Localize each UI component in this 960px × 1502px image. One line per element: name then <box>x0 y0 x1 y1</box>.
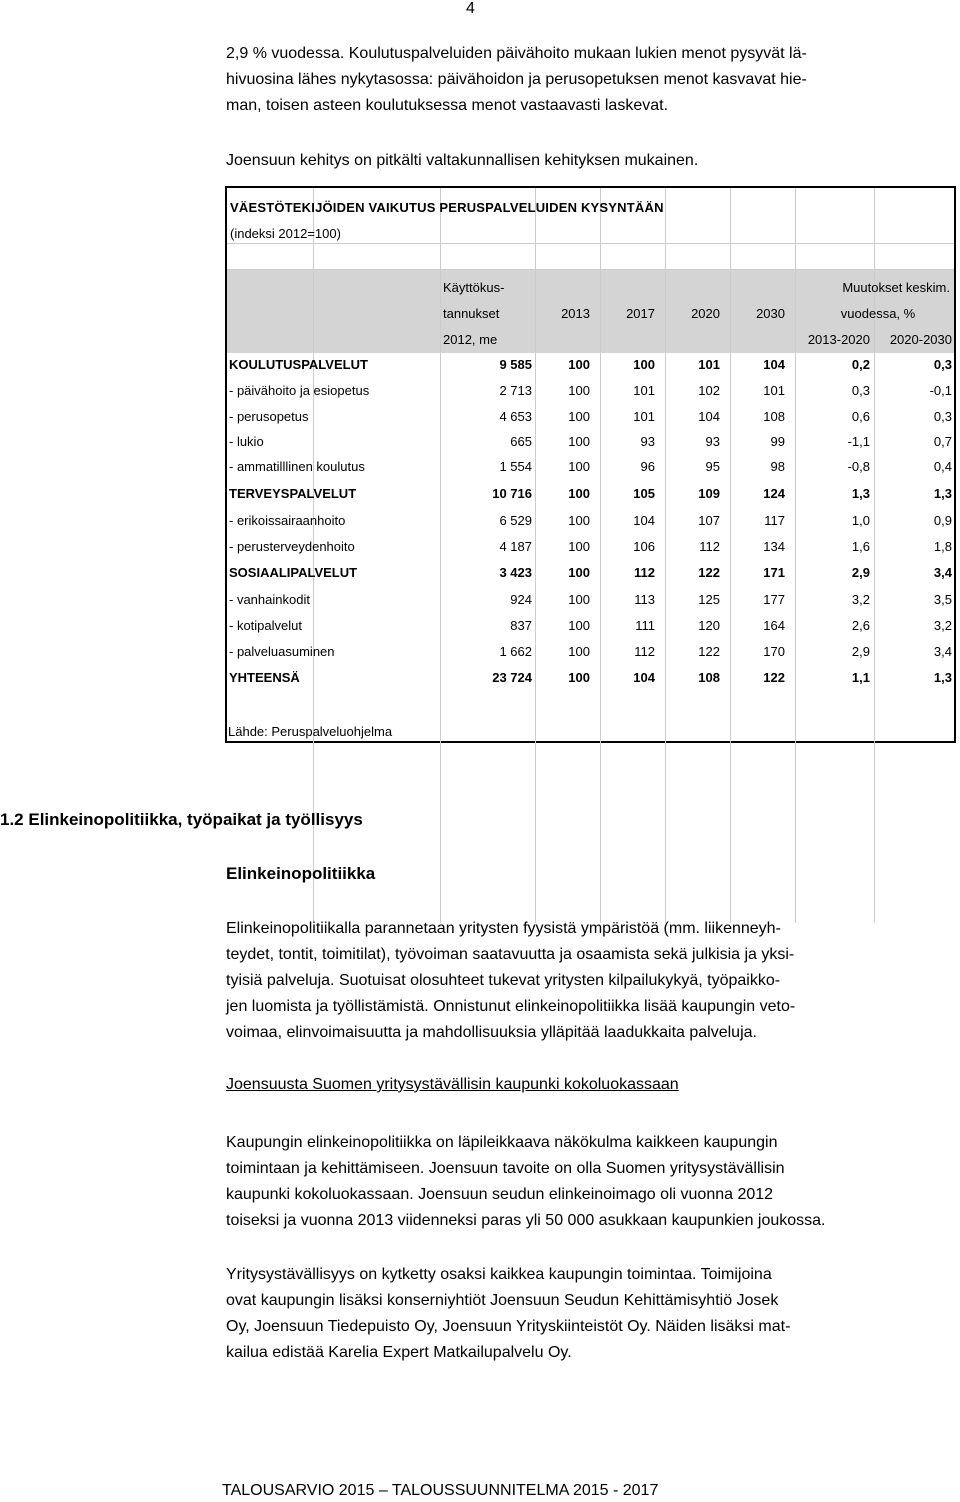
cell-2013: 100 <box>568 539 590 554</box>
cell-2017: 100 <box>633 357 655 372</box>
cell-cost: 665 <box>510 434 532 449</box>
cell-2017: 104 <box>633 513 655 528</box>
cell-2030: 134 <box>763 539 785 554</box>
cell-2017: 96 <box>640 459 655 474</box>
cell-2017: 104 <box>633 670 655 685</box>
cell-change-2020-2030: 1,3 <box>933 486 952 501</box>
cell-2013: 100 <box>568 644 590 659</box>
text-line: Oy, Joensuun Tiedepuisto Oy, Joensuun Yrityskiinteistöt Oy. Näiden lisäksi mat- <box>226 1318 791 1335</box>
cell-cost: 2 713 <box>499 383 532 398</box>
cell-2020: 120 <box>698 618 720 633</box>
cell-change-2013-2020: 2,6 <box>851 618 870 633</box>
cell-2017: 101 <box>633 383 655 398</box>
cell-2020: 122 <box>698 565 720 580</box>
cell-change-2020-2030: 1,3 <box>933 670 952 685</box>
cell-2017: 106 <box>633 539 655 554</box>
header-2017: 2017 <box>626 306 655 321</box>
cell-cost: 4 653 <box>499 409 532 424</box>
cell-2013: 100 <box>568 618 590 633</box>
cell-label: - vanhainkodit <box>229 592 310 607</box>
cell-2013: 100 <box>568 513 590 528</box>
cell-change-2020-2030: 3,4 <box>933 565 952 580</box>
text-line: kaupunki kokoluokassaan. Joensuun seudun elinkeinoimago oli vuonna 2012 <box>226 1186 774 1203</box>
cell-2030: 104 <box>763 357 785 372</box>
cell-2017: 105 <box>633 486 655 501</box>
paragraph-economic-policy <box>226 916 950 1046</box>
cell-2017: 112 <box>634 644 655 659</box>
text-line: 2,9 % vuodessa. Koulutuspalveluiden päivähoito mukaan lukien menot pysyvät lä- <box>226 45 807 62</box>
cell-change-2013-2020: 1,6 <box>851 539 870 554</box>
cell-2030: 177 <box>763 592 785 607</box>
cell-2030: 101 <box>763 383 785 398</box>
text-line: hivuosina lähes nykytasossa: päivähoidon ja perusopetuksen menot kasvavat hie- <box>226 71 807 88</box>
text-line: toimintaan ja kehittämiseen. Joensuun tavoite on olla Suomen yritysystävällisin <box>226 1160 785 1177</box>
cell-label: SOSIAALIPALVELUT <box>229 565 358 580</box>
cell-2013: 100 <box>568 592 590 607</box>
text-line: tyisiä palveluja. Suotuisat olosuhteet tukevat yritysten kilpailukykyä, työpaikko- <box>226 972 781 989</box>
header-change-line2: vuodessa, % <box>840 306 916 321</box>
text-line: ovat kaupungin lisäksi konserniyhtiöt Joensuun Seudun Kehittämisyhtiö Josek <box>226 1292 779 1309</box>
cell-change-2013-2020: 2,9 <box>851 644 870 659</box>
cell-change-2020-2030: 0,7 <box>933 434 952 449</box>
cell-cost: 6 529 <box>499 513 532 528</box>
cell-change-2020-2030: 1,8 <box>933 539 952 554</box>
text-line: Elinkeinopolitiikalla parannetaan yritysten fyysistä ympäristöä (mm. liikenneyh- <box>226 920 781 937</box>
cell-change-2013-2020: 0,6 <box>851 409 870 424</box>
cell-2013: 100 <box>568 409 590 424</box>
cell-cost: 837 <box>510 618 532 633</box>
cell-2020: 122 <box>698 644 720 659</box>
cell-2017: 112 <box>634 565 655 580</box>
cell-2013: 100 <box>568 434 590 449</box>
cell-2017: 111 <box>635 618 655 633</box>
cell-2013: 100 <box>568 486 590 501</box>
cell-cost: 4 187 <box>499 539 532 554</box>
header-2020: 2020 <box>691 306 720 321</box>
cell-2030: 99 <box>770 434 785 449</box>
cell-2020: 109 <box>698 486 720 501</box>
cell-change-2020-2030: -0,1 <box>929 383 952 398</box>
table-source: Lähde: Peruspalveluohjelma <box>228 724 393 739</box>
cell-cost: 1 662 <box>499 644 532 659</box>
intro-paragraph <box>226 41 950 119</box>
cell-2020: 125 <box>698 592 720 607</box>
header-2013: 2013 <box>561 306 590 321</box>
cell-cost: 1 554 <box>499 459 532 474</box>
cell-change-2013-2020: -1,1 <box>847 434 870 449</box>
cell-change-2020-2030: 0,3 <box>933 409 952 424</box>
cell-cost: 3 423 <box>499 565 532 580</box>
cell-cost: 23 724 <box>492 670 532 685</box>
text-line: Kaupungin elinkeinopolitiikka on läpileikkaava näkökulma kaikkeen kaupungin <box>226 1134 778 1151</box>
cell-label: - palveluasuminen <box>229 644 335 659</box>
cell-label: - kotipalvelut <box>229 618 302 633</box>
cell-2013: 100 <box>568 357 590 372</box>
cell-change-2013-2020: -0,8 <box>847 459 870 474</box>
cell-2013: 100 <box>568 670 590 685</box>
cell-2017: 93 <box>640 434 655 449</box>
cell-cost: 924 <box>510 592 532 607</box>
cell-change-2020-2030: 3,4 <box>933 644 952 659</box>
cell-change-2020-2030: 0,9 <box>933 513 952 528</box>
cell-2013: 100 <box>568 565 590 580</box>
cell-change-2013-2020: 1,3 <box>851 486 870 501</box>
underlined-heading: Joensuusta Suomen yritysystävällisin kaupunki kokoluokassaan <box>226 1076 679 1093</box>
header-change-b: 2020-2030 <box>889 332 952 347</box>
text-line: jen luomista ja työllistämistä. Onnistunut elinkeinopolitiikka lisää kaupungin veto- <box>226 998 796 1015</box>
cell-label: - erikoissairaanhoito <box>229 513 346 528</box>
cell-2020: 107 <box>698 513 720 528</box>
cell-2020: 102 <box>698 383 720 398</box>
cell-change-2020-2030: 0,4 <box>933 459 952 474</box>
cell-cost: 9 585 <box>499 357 532 372</box>
cell-2030: 122 <box>763 670 785 685</box>
cell-2030: 164 <box>763 618 785 633</box>
cell-change-2013-2020: 0,2 <box>851 357 870 372</box>
cell-cost: 10 716 <box>492 486 532 501</box>
text-line: voimaa, elinvoimaisuutta ja mahdollisuuksia ylläpitää laadukkaita palveluja. <box>226 1024 757 1041</box>
header-change-line1: Muutokset keskim. <box>842 280 950 295</box>
cell-label: - ammatilllinen koulutus <box>229 459 365 474</box>
intro-sentence: Joensuun kehitys on pitkälti valtakunnallisen kehityksen mukainen. <box>226 152 699 169</box>
cell-2013: 100 <box>568 383 590 398</box>
cell-change-2013-2020: 0,3 <box>851 383 870 398</box>
cell-2020: 112 <box>699 539 720 554</box>
cell-label: - päivähoito ja esiopetus <box>229 383 370 398</box>
sub-heading: Elinkeinopolitiikka <box>226 864 376 883</box>
cell-2020: 104 <box>698 409 720 424</box>
cell-label: YHTEENSÄ <box>229 670 300 685</box>
table-subtitle: (indeksi 2012=100) <box>230 226 341 241</box>
header-change-a: 2013-2020 <box>807 332 870 347</box>
section-heading: 1.2 Elinkeinopolitiikka, työpaikat ja työllisyys <box>0 810 363 829</box>
cell-change-2013-2020: 1,0 <box>851 513 870 528</box>
page-footer: TALOUSARVIO 2015 – TALOUSSUUNNITELMA 2015 - 2017 <box>222 1482 659 1499</box>
cell-change-2020-2030: 0,3 <box>933 357 952 372</box>
cell-label: - perusterveydenhoito <box>229 539 355 554</box>
paragraph-actors <box>226 1262 950 1366</box>
cell-2020: 101 <box>698 357 720 372</box>
cell-label: - perusopetus <box>229 409 309 424</box>
text-line: man, toisen asteen koulutuksessa menot vastaavasti laskevat. <box>226 97 669 114</box>
cell-2030: 171 <box>763 565 785 580</box>
cell-change-2013-2020: 2,9 <box>851 565 870 580</box>
cell-change-2020-2030: 3,5 <box>933 592 952 607</box>
cell-2013: 100 <box>568 459 590 474</box>
header-cost-line2: tannukset <box>443 306 500 321</box>
cell-label: TERVEYSPALVELUT <box>229 486 357 501</box>
cell-2030: 170 <box>763 644 785 659</box>
cell-change-2013-2020: 3,2 <box>851 592 870 607</box>
text-line: kailua edistää Karelia Expert Matkailupalvelu Oy. <box>226 1344 572 1361</box>
text-line: teydet, tontit, toimitilat), työvoiman saatavuutta ja osaamista sekä julkisia ja yksi- <box>226 946 795 963</box>
cell-2020: 108 <box>698 670 720 685</box>
paragraph-business-friendly <box>226 1130 950 1234</box>
cell-label: KOULUTUSPALVELUT <box>229 357 368 372</box>
cell-2020: 93 <box>705 434 720 449</box>
cell-change-2013-2020: 1,1 <box>851 670 870 685</box>
cell-2017: 101 <box>633 409 655 424</box>
header-cost-line3: 2012, me <box>443 332 498 347</box>
cell-2030: 124 <box>763 486 785 501</box>
header-2030: 2030 <box>756 306 785 321</box>
cell-change-2020-2030: 3,2 <box>933 618 952 633</box>
cell-2030: 108 <box>763 409 785 424</box>
cell-2020: 95 <box>705 459 720 474</box>
cell-2017: 113 <box>634 592 655 607</box>
cell-2030: 117 <box>764 513 785 528</box>
table-title: VÄESTÖTEKIJÖIDEN VAIKUTUS PERUSPALVELUIDEN KYSYNTÄÄN <box>230 200 664 215</box>
header-cost-line1: Käyttökus- <box>443 280 505 295</box>
cell-label: - lukio <box>229 434 264 449</box>
text-line: toiseksi ja vuonna 2013 viidenneksi paras yli 50 000 asukkaan kaupunkien joukossa. <box>226 1212 826 1229</box>
text-line: Yritysystävällisyys on kytketty osaksi kaikkea kaupungin toimintaa. Toimijoina <box>226 1266 772 1283</box>
cell-2030: 98 <box>770 459 785 474</box>
page-number: 4 <box>466 0 475 17</box>
